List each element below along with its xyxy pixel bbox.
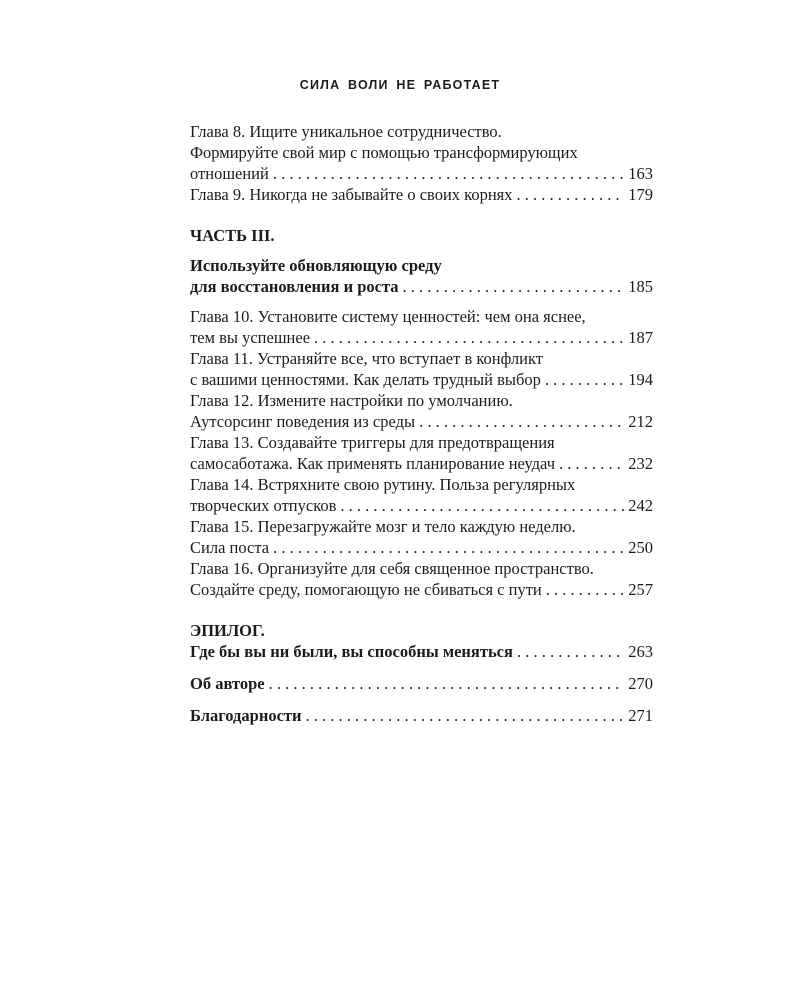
toc-chapter-11-line-1 (190, 348, 653, 369)
toc-text: Глава 13. Создавайте триггеры для предотвращения (190, 433, 555, 452)
page-number: 250 (628, 538, 653, 557)
toc-text: Глава 12. Измените настройки по умолчанию. (190, 391, 513, 410)
page-number: 232 (628, 454, 653, 473)
toc-chapter-12-line-2[interactable] (190, 411, 653, 432)
leader-dots (546, 579, 625, 600)
leader-dots (419, 411, 624, 432)
leader-dots (340, 495, 624, 516)
toc-text: Глава 15. Перезагружайте мозг и тело каждую неделю. (190, 517, 576, 536)
toc-chapter-10-line-1 (190, 306, 653, 327)
toc-text: Глава 14. Встряхните свою рутину. Польза регулярных (190, 475, 576, 494)
running-head: СИЛА ВОЛИ НЕ РАБОТАЕТ (299, 78, 501, 92)
page-number: 194 (628, 370, 653, 389)
leader-dots (314, 327, 624, 348)
toc-chapter-8-line-3[interactable] (190, 163, 653, 184)
toc-text: самосаботажа. Как применять планирование неудач (190, 454, 556, 473)
page-number: 212 (628, 412, 653, 431)
toc-chapter-13-line-1 (190, 432, 653, 453)
toc-chapter-8-line-1 (190, 121, 653, 142)
toc-text: Где бы вы ни были, вы способны меняться (190, 642, 513, 661)
leader-dots (403, 276, 625, 297)
toc-chapter-14-line-1 (190, 474, 653, 495)
leader-dots (306, 705, 625, 726)
toc-text: творческих отпусков (190, 496, 337, 515)
toc-text: Об авторе (190, 674, 265, 693)
page-number: 185 (628, 277, 653, 296)
page-number: 187 (628, 328, 653, 347)
toc-chapter-15-line-2[interactable] (190, 537, 653, 558)
toc-text: для восстановления и роста (190, 277, 399, 296)
toc-text: Формируйте свой мир с помощью трансформирующих (190, 143, 578, 162)
toc-text: Глава 9. Никогда не забывайте о своих корнях (190, 185, 513, 204)
toc-text: Сила поста (190, 538, 270, 557)
toc-chapter-13-line-2[interactable] (190, 453, 653, 474)
leader-dots (273, 537, 624, 558)
toc-about-author[interactable] (190, 673, 653, 694)
page-number: 163 (628, 164, 653, 183)
page-number: 179 (628, 185, 653, 204)
toc-chapter-9[interactable] (190, 184, 653, 205)
toc-acknowledgements[interactable] (190, 705, 653, 726)
leader-dots (559, 453, 624, 474)
toc-text: тем вы успешнее (190, 328, 311, 347)
table-of-contents (190, 121, 653, 726)
toc-chapter-12-line-1 (190, 390, 653, 411)
page-number: 263 (628, 642, 653, 661)
toc-chapter-16-line-2[interactable] (190, 579, 653, 600)
epilogue-label: ЭПИЛОГ. (190, 621, 265, 640)
toc-chapter-15-line-1 (190, 516, 653, 537)
toc-text: Глава 11. Устраняйте все, что вступает в конфликт (190, 349, 543, 368)
part-3-title-line-2[interactable] (190, 276, 653, 297)
page-number: 270 (628, 674, 653, 693)
toc-text: Аутсорсинг поведения из среды (190, 412, 416, 431)
toc-text: Создайте среду, помогающую не сбиваться с пути (190, 580, 542, 599)
toc-text: Глава 16. Организуйте для себя священное пространство. (190, 559, 594, 578)
toc-text: отношений (190, 164, 269, 183)
toc-text: Используйте обновляющую среду (190, 256, 442, 275)
part-3-label: ЧАСТЬ III. (190, 226, 275, 245)
toc-chapter-16-line-1 (190, 558, 653, 579)
toc-chapter-14-line-2[interactable] (190, 495, 653, 516)
toc-text: Глава 8. Ищите уникальное сотрудничество. (190, 122, 502, 141)
toc-text: с вашими ценностями. Как делать трудный выбор (190, 370, 541, 389)
toc-text: Благодарности (190, 706, 302, 725)
toc-chapter-10-line-2[interactable] (190, 327, 653, 348)
leader-dots (517, 641, 624, 662)
toc-text: Глава 10. Установите систему ценностей: чем она яснее, (190, 307, 586, 326)
page-number: 257 (628, 580, 653, 599)
part-3-title-line-1 (190, 255, 653, 276)
toc-epilogue[interactable] (190, 641, 653, 662)
page-number: 271 (628, 706, 653, 725)
toc-chapter-8-line-2 (190, 142, 653, 163)
leader-dots (269, 673, 625, 694)
leader-dots (545, 369, 624, 390)
leader-dots (517, 184, 625, 205)
page-number: 242 (628, 496, 653, 515)
toc-chapter-11-line-2[interactable] (190, 369, 653, 390)
leader-dots (273, 163, 624, 184)
